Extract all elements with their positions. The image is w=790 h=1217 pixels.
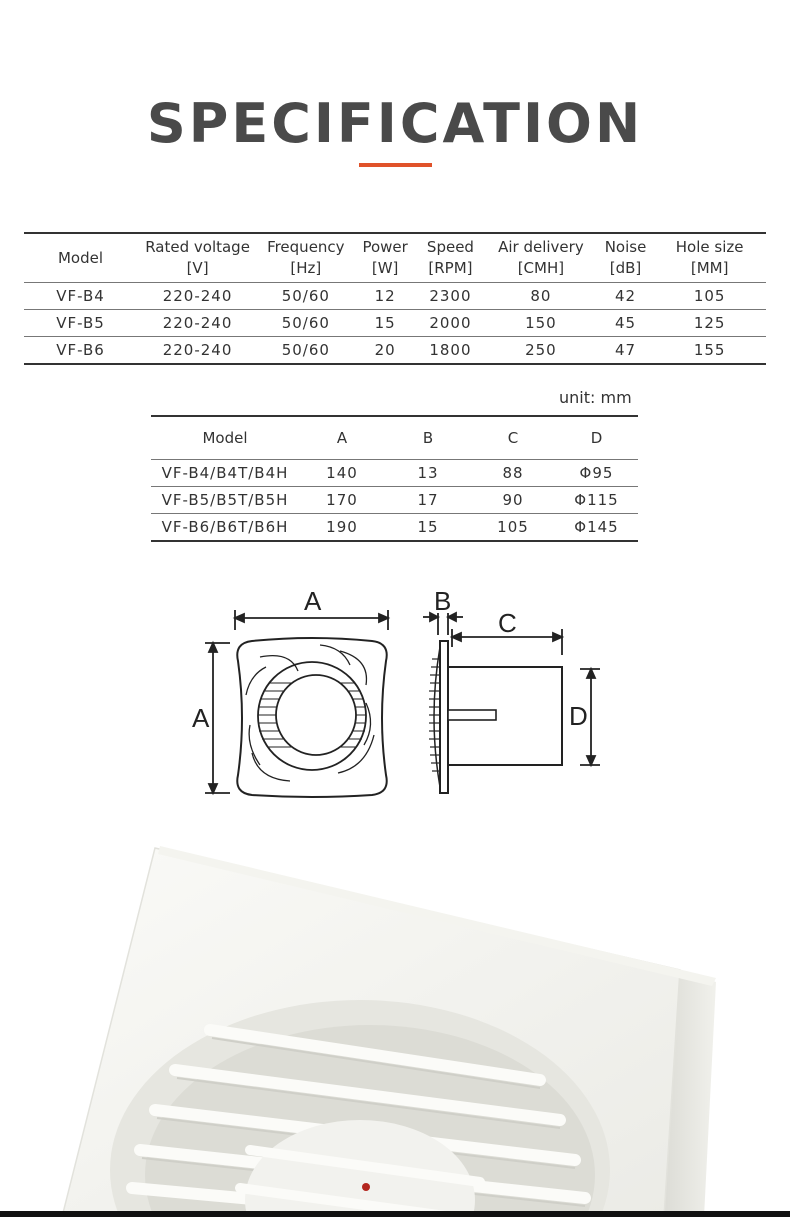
table-row [151,514,638,542]
dimension-label-c: C [498,608,517,638]
dimension-cell: VF-B6/B6T/B6H [161,518,289,536]
spec-header-row [24,233,766,283]
dimension-cell: Φ145 [574,518,619,536]
dimension-cell: 88 [471,460,555,487]
spec-cell: 150 [484,310,598,337]
spec-cell: 50/60 [258,283,353,310]
fan-front-view [237,638,386,797]
spec-header-voltage: Rated voltage [V] [137,233,258,283]
spec-header-model: Model [24,233,137,283]
spec-cell: 155 [693,341,726,359]
dimension-label-a-top: A [304,586,322,616]
dimension-cell: 190 [326,518,358,536]
dimension-arrow-b [423,613,463,635]
title-underline [359,163,432,167]
spec-cell: 42 [598,283,654,310]
spec-cell: 50/60 [258,310,353,337]
indicator-light-icon [362,1183,370,1191]
spec-header-frequency: Frequency [Hz] [258,233,353,283]
dimension-header-model: Model [151,416,299,460]
spec-cell: 50/60 [281,341,330,359]
dimension-diagram [180,585,620,805]
specification-table [24,232,766,365]
spec-cell: VF-B6 [56,341,105,359]
dimension-cell: VF-B5/B5T/B5H [151,487,299,514]
spec-header-speed: Speed [RPM] [417,233,484,283]
spec-cell: 15 [353,310,416,337]
table-row [151,460,638,487]
spec-header-hole-size: Hole size [MM] [653,233,766,283]
dimension-header-c: C [471,416,555,460]
dimension-cell: 105 [497,518,529,536]
dimension-cell: 15 [417,518,439,536]
dimension-cell: 90 [471,487,555,514]
dimension-cell: Φ115 [555,487,638,514]
dimension-header-b: B [385,416,471,460]
dimension-header-row [151,416,638,460]
dimension-cell: 140 [299,460,385,487]
dimension-header-d: D [555,416,638,460]
spec-cell: 125 [653,310,766,337]
spec-header-noise: Noise [dB] [598,233,654,283]
spec-cell: 12 [353,283,416,310]
spec-cell: 47 [614,341,637,359]
dimension-cell: VF-B4/B4T/B4H [151,460,299,487]
spec-cell: 250 [525,341,557,359]
spec-header-air-delivery: Air delivery [CMH] [484,233,598,283]
spec-cell: VF-B5 [24,310,137,337]
table-row [24,283,766,310]
table-row [24,310,766,337]
unit-label: unit: mm [559,388,632,407]
spec-cell: 2000 [417,310,484,337]
spec-cell: 220-240 [137,283,258,310]
page-title: SPECIFICATION [146,92,644,155]
fan-side-view [429,641,562,793]
spec-cell: 220-240 [162,341,233,359]
table-row [151,487,638,514]
spec-cell: 1800 [429,341,472,359]
dimension-table [151,415,638,542]
dimension-cell: 170 [299,487,385,514]
dimension-label-b: B [434,586,452,616]
dimension-label-a-side: A [192,703,210,733]
dimension-label-d: D [569,701,588,731]
dimension-cell: 13 [385,460,471,487]
dimension-cell: 17 [385,487,471,514]
spec-cell: 45 [598,310,654,337]
dimension-cell: Φ95 [555,460,638,487]
fan-product-image [0,830,790,1217]
spec-cell: 20 [374,341,396,359]
dimension-header-a: A [299,416,385,460]
spec-cell: 2300 [417,283,484,310]
spec-cell: VF-B4 [24,283,137,310]
table-row [24,337,766,365]
spec-cell: 80 [484,283,598,310]
spec-cell: 105 [653,283,766,310]
spec-header-power: Power [W] [353,233,416,283]
spec-cell: 220-240 [137,310,258,337]
